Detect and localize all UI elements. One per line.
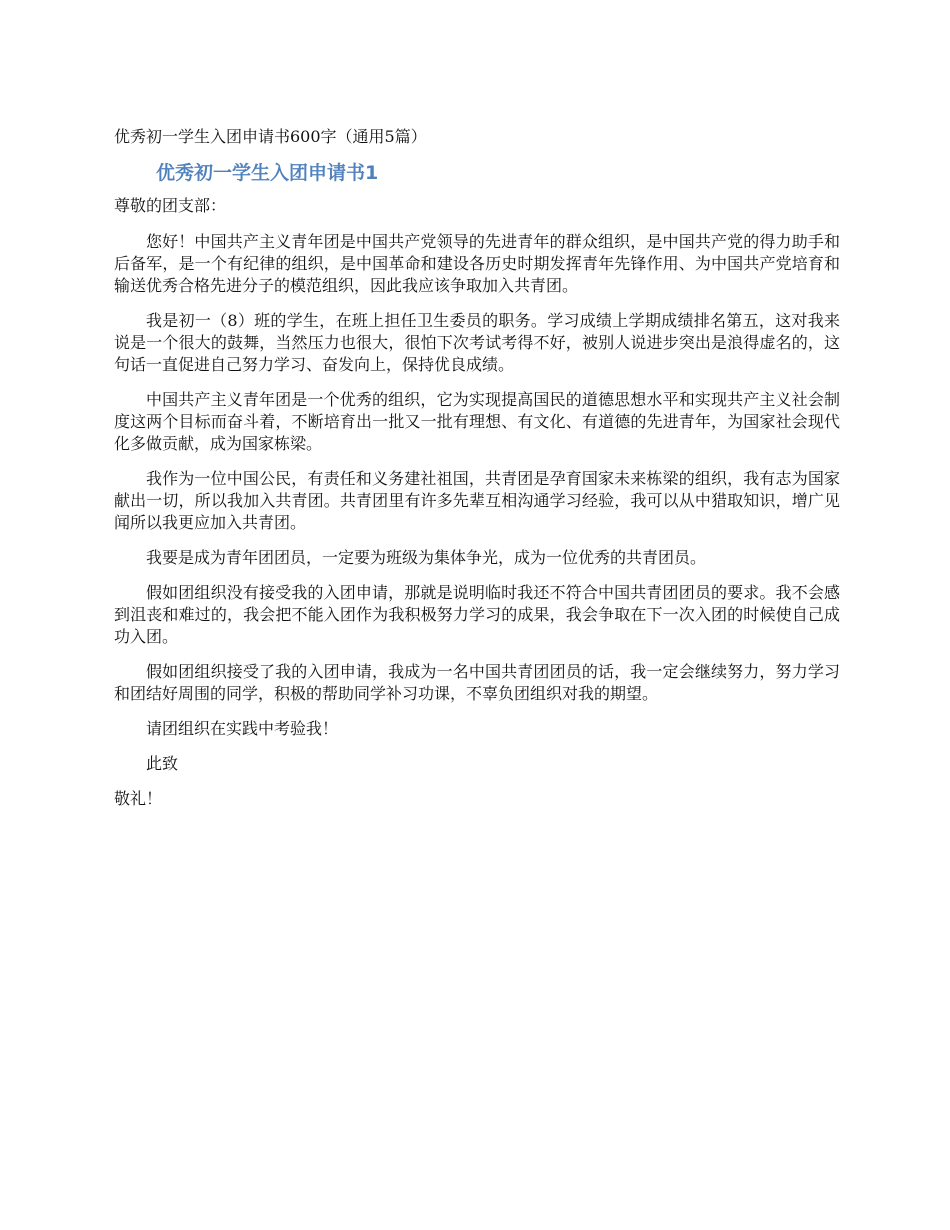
closing-cizhi: 此致: [146, 754, 179, 773]
document-body: [114, 124, 840, 824]
document-title: 优秀初一学生入团申请书600字（通用5篇）: [114, 127, 427, 146]
paragraph: 我作为一位中国公民，有责任和义务建社祖国，共青团是孕育国家未来栋梁的组织，我有志为国家献出一切，所以我加入共青团。共青团里有许多先辈互相沟通学习经验，我可以从中猎取知识，增广见闻所以我更应加入共青团。: [114, 469, 840, 532]
salutation: 尊敬的团支部：: [114, 196, 227, 215]
paragraph: 我是初一（8）班的学生，在班上担任卫生委员的职务。学习成绩上学期成绩排名第五，这对我来说是一个很大的鼓舞，当然压力也很大，很怕下次考试考得不好，被别人说进步突出是浪得虚名的，这句话一直促进自己努力学习、奋发向上，保持优良成绩。: [114, 311, 840, 374]
paragraph: 您好！中国共产主义青年团是中国共产党领导的先进青年的群众组织，是中国共产党的得力助手和后备军，是一个有纪律的组织，是中国革命和建设各历史时期发挥青年先锋作用、为中国共产党培育和输送优秀合格先进分子的模范组织，因此我应该争取加入共青团。: [114, 232, 840, 295]
closing-jingli: 敬礼！: [114, 789, 163, 808]
paragraph: 我要是成为青年团团员，一定要为班级为集体争光，成为一位优秀的共青团员。: [146, 548, 707, 567]
paragraph: 假如团组织没有接受我的入团申请，那就是说明临时我还不符合中国共青团团员的要求。我不会感到沮丧和难过的，我会把不能入团作为我积极努力学习的成果，我会争取在下一次入团的时候使自己成功入团。: [114, 583, 840, 646]
paragraph: 中国共产主义青年团是一个优秀的组织，它为实现提高国民的道德思想水平和实现共产主义社会制度这两个目标而奋斗着，不断培育出一批又一批有理想、有文化、有道德的先进青年，为国家社会现代化多做贡献，成为国家栋梁。: [114, 390, 840, 453]
paragraph: 假如团组织接受了我的入团申请，我成为一名中国共青团团员的话，我一定会继续努力，努力学习和团结好周围的同学，积极的帮助同学补习功课，不辜负团组织对我的期望。: [114, 662, 840, 703]
section-heading: 优秀初一学生入团申请书1: [156, 162, 379, 184]
paragraph: 请团组织在实践中考验我！: [146, 719, 339, 738]
